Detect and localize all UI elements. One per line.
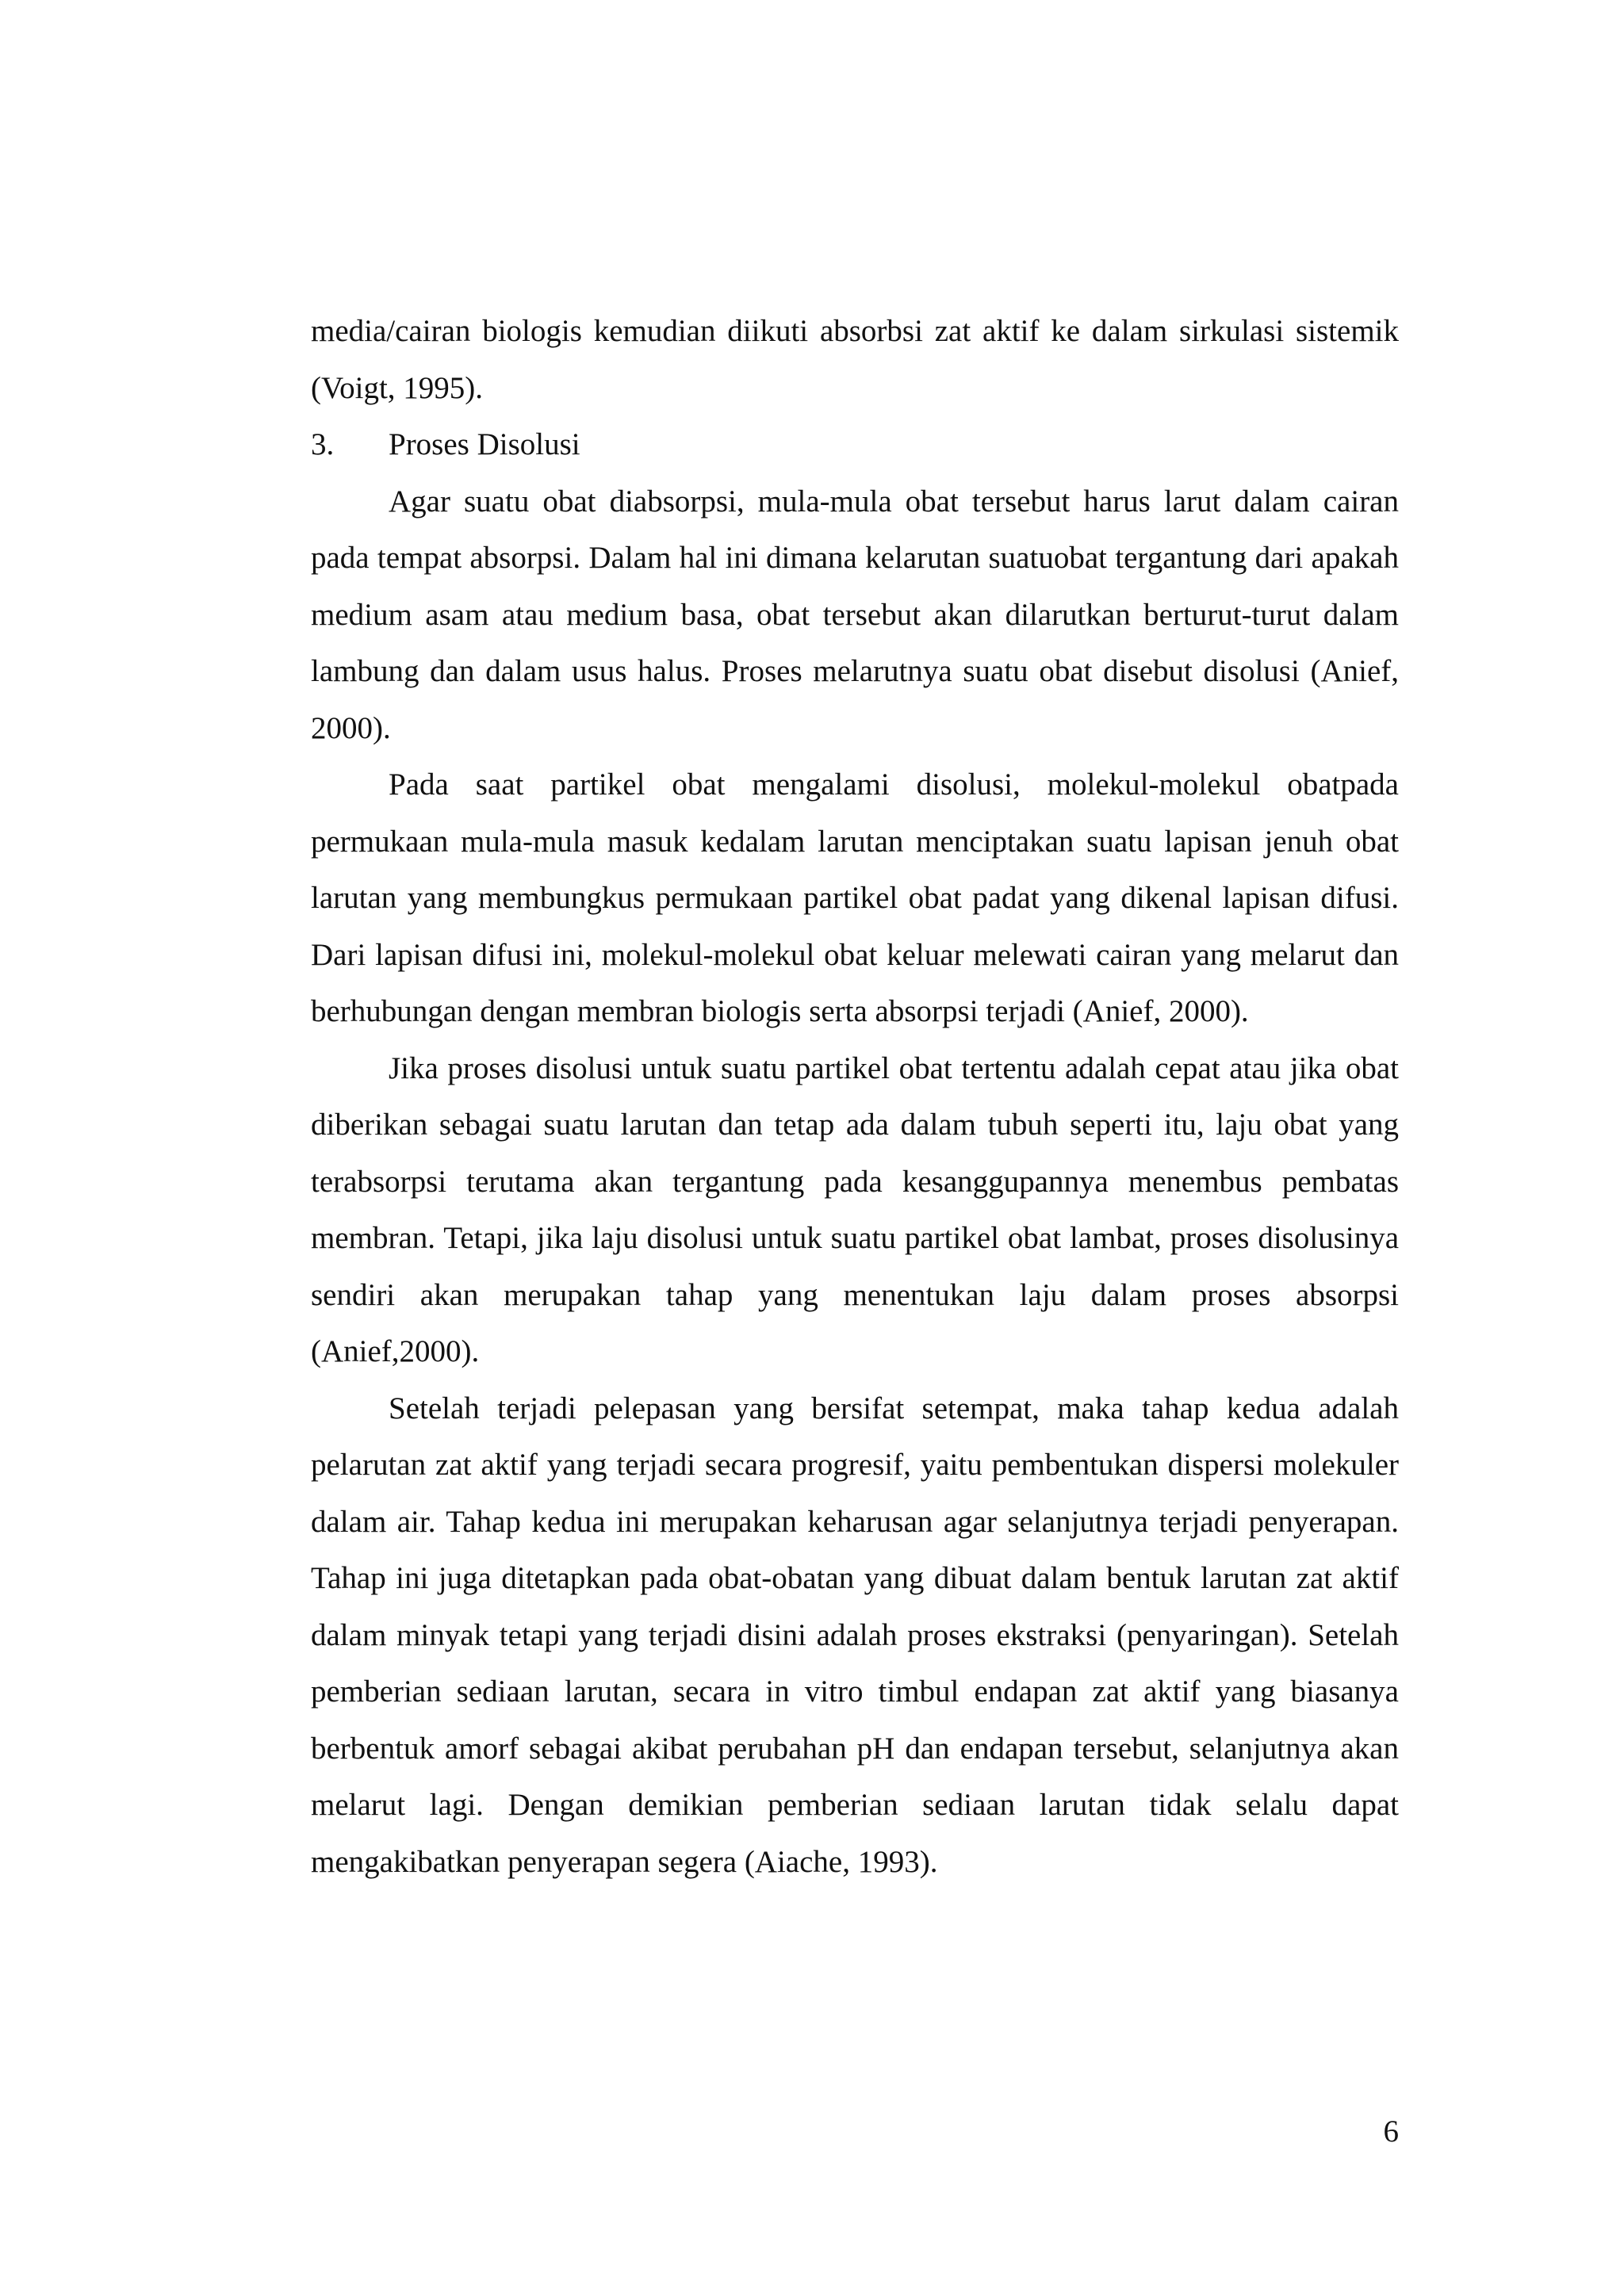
page-number: 6 (1383, 2114, 1399, 2149)
continuation-paragraph: media/cairan biologis kemudian diikuti absorbsi zat aktif ke dalam sirkulasi sistemik (Voigt, 1995). (311, 314, 1399, 405)
paragraph-3: Jika proses disolusi untuk suatu partikel obat tertentu adalah cepat atau jika obat diberikan sebagai suatu larutan dan tetap ada dalam tubuh seperti itu, laju obat yang terabsorpsi terutama akan tergantung pada kesanggupannya menembus pembatas membran. Tetapi, jika laju disolusi untuk suatu partikel obat lambat, proses disolusinya sendiri akan merupakan tahap yang menentukan laju dalam proses absorpsi (Anief,2000). (311, 1050, 1399, 1368)
paragraph-4: Setelah terjadi pelepasan yang bersifat setempat, maka tahap kedua adalah pelarutan zat aktif yang terjadi secara progresif, yaitu pembentukan dispersi molekuler dalam air. Tahap kedua ini merupakan keharusan agar selanjutnya terjadi penyerapan. Tahap ini juga ditetapkan pada obat-obatan yang dibuat dalam bentuk larutan zat aktif dalam minyak tetapi yang terjadi disini adalah proses ekstraksi (penyaringan). Setelah pemberian sediaan larutan, secara in vitro timbul endapan zat aktif yang biasanya berbentuk amorf sebagai akibat perubahan pH dan endapan tersebut, selanjutnya akan melarut lagi. Dengan demikian pemberian sediaan larutan tidak selalu dapat mengakibatkan penyerapan segera (Aiache, 1993). (311, 1391, 1399, 1879)
paragraph-1: Agar suatu obat diabsorpsi, mula-mula obat tersebut harus larut dalam cairan pada tempat absorpsi. Dalam hal ini dimana kelarutan suatuobat tergantung dari apakah medium asam atau medium basa, obat tersebut akan dilarutkan berturut-turut dalam lambung dan dalam usus halus. Proses melarutnya suatu obat disebut disolusi (Anief, 2000). (311, 484, 1399, 745)
paragraph-2: Pada saat partikel obat mengalami disolusi, molekul-molekul obatpada permukaan mula-mula masuk kedalam larutan menciptakan suatu lapisan jenuh obat larutan yang membungkus permukaan partikel obat padat yang dikenal lapisan difusi. Dari lapisan difusi ini, molekul-molekul obat keluar melewati cairan yang melarut dan berhubungan dengan membran biologis serta absorpsi terjadi (Anief, 2000). (311, 767, 1399, 1028)
body-text (311, 303, 1399, 1890)
section-number: 3. (311, 427, 335, 461)
section-heading (311, 416, 1399, 473)
section-title: Proses Disolusi (389, 427, 580, 461)
